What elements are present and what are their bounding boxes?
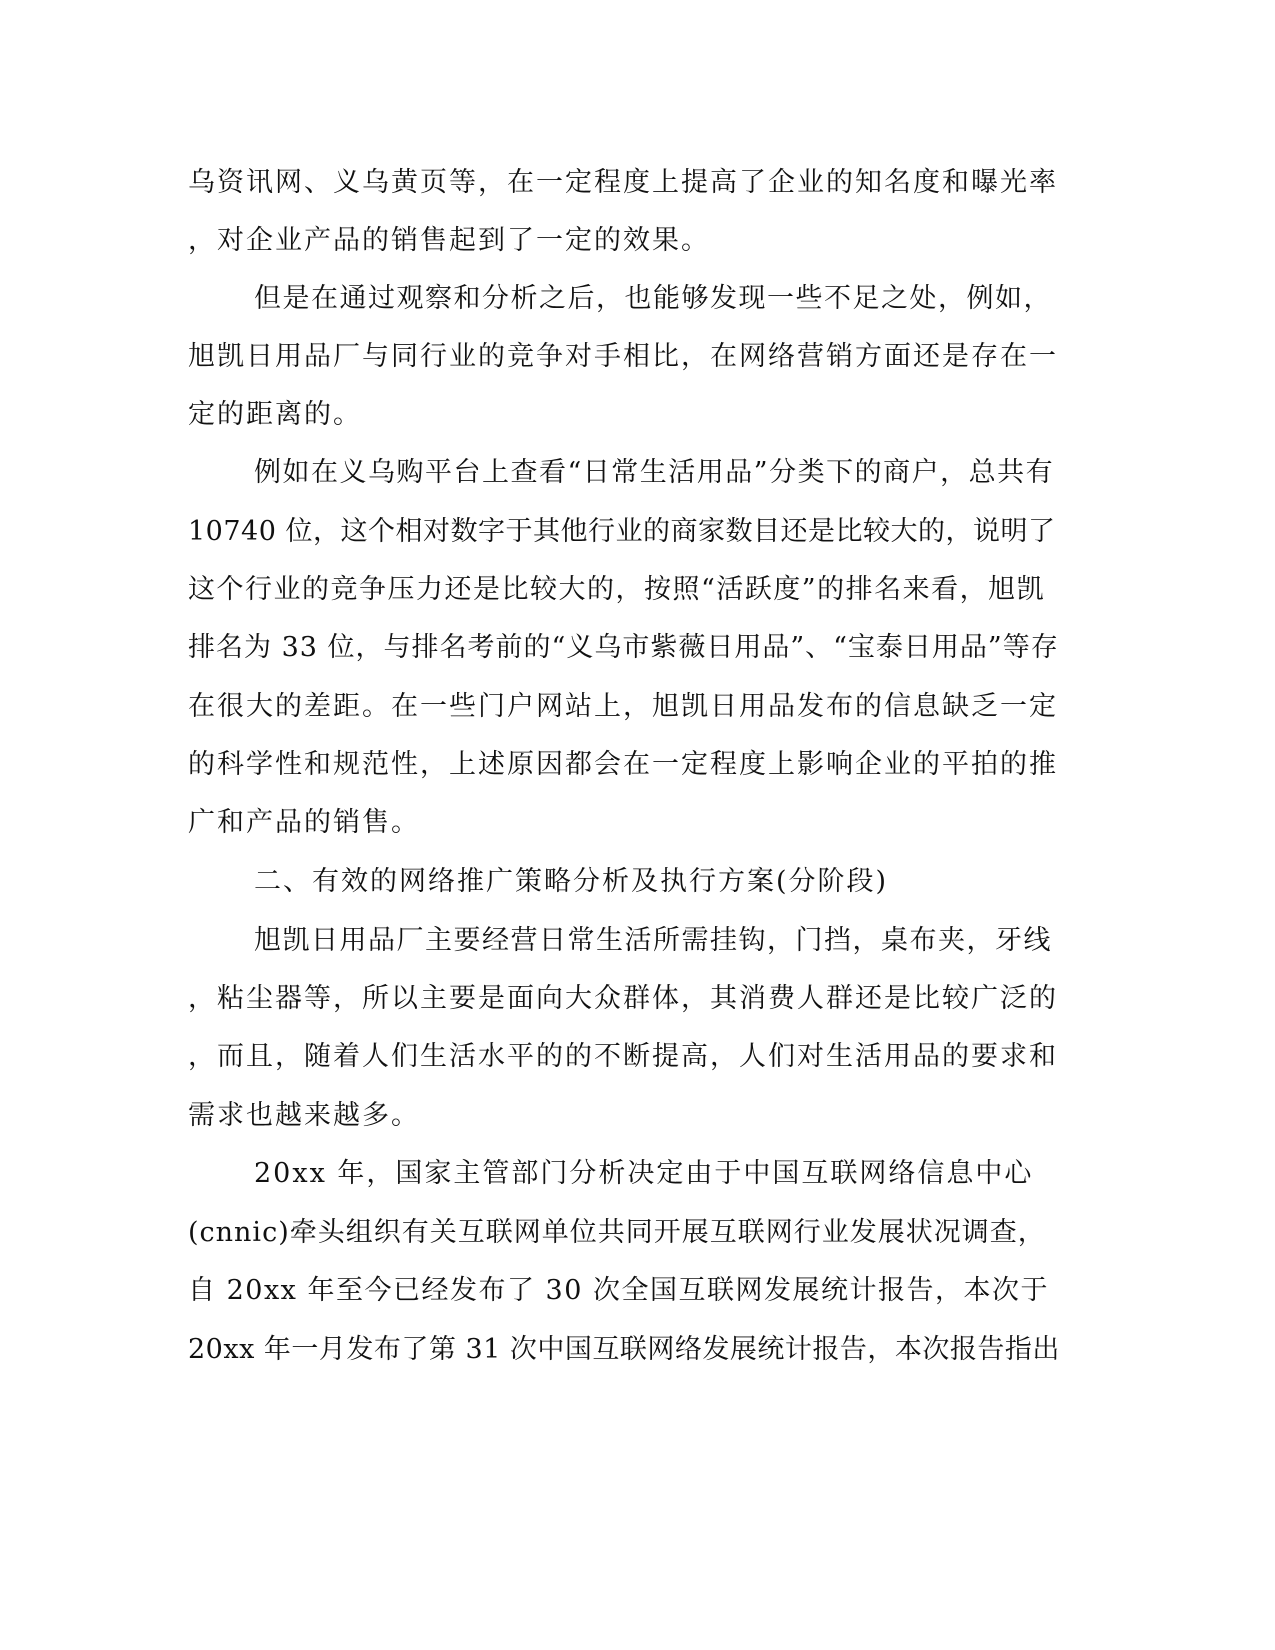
paragraph-start-line: 例如在义乌购平台上查看“日常生活用品”分类下的商户，总共有 — [254, 457, 1055, 488]
text-line: 10740 位，这个相对数字于其他行业的商家数目还是比较大的，说明了 — [188, 516, 1056, 547]
text-line: ，而且，随着人们生活水平的的不断提高，人们对生活用品的要求和 — [188, 1041, 1058, 1072]
text-line: 在很大的差距。在一些门户网站上，旭凯日用品发布的信息缺乏一定 — [188, 691, 1058, 722]
paragraph-start-line: 旭凯日用品厂主要经营日常生活所需挂钩，门挡，桌布夹，牙线 — [254, 925, 1052, 956]
text-line: 这个行业的竞争压力还是比较大的，按照“活跃度”的排名来看，旭凯 — [188, 574, 1046, 605]
text-line: 排名为 33 位，与排名考前的“义乌市紫薇日用品”、“宝泰日用品”等存 — [188, 632, 1059, 663]
text-line: 20xx 年一月发布了第 31 次中国互联网络发展统计报告，本次报告指出 — [188, 1334, 1060, 1365]
text-line: 定的距离的。 — [188, 399, 362, 430]
text-line: ，粘尘器等，所以主要是面向大众群体，其消费人群还是比较广泛的 — [188, 983, 1058, 1014]
text-line: (cnnic)牵头组织有关互联网单位共同开展互联网行业发展状况调查， — [188, 1217, 1046, 1248]
paragraph-start-line: 但是在通过观察和分析之后，也能够发现一些不足之处，例如， — [254, 283, 1052, 314]
text-line: 的科学性和规范性，上述原因都会在一定程度上影响企业的平拍的推 — [188, 749, 1058, 780]
section-heading: 二、有效的网络推广策略分析及执行方案(分阶段) — [254, 866, 889, 897]
text-line: 旭凯日用品厂与同行业的竞争对手相比，在网络营销方面还是存在一 — [188, 341, 1058, 372]
text-line: 乌资讯网、义乌黄页等，在一定程度上提高了企业的知名度和曝光率 — [188, 167, 1058, 198]
text-line: 自 20xx 年至今已经发布了 30 次全国互联网发展统计报告，本次于 — [188, 1275, 1049, 1306]
paragraph-start-line: 20xx 年，国家主管部门分析决定由于中国互联网络信息中心 — [254, 1158, 1034, 1189]
text-line: 需求也越来越多。 — [188, 1100, 420, 1131]
text-line: ，对企业产品的销售起到了一定的效果。 — [188, 225, 710, 256]
text-line: 广和产品的销售。 — [188, 807, 420, 838]
